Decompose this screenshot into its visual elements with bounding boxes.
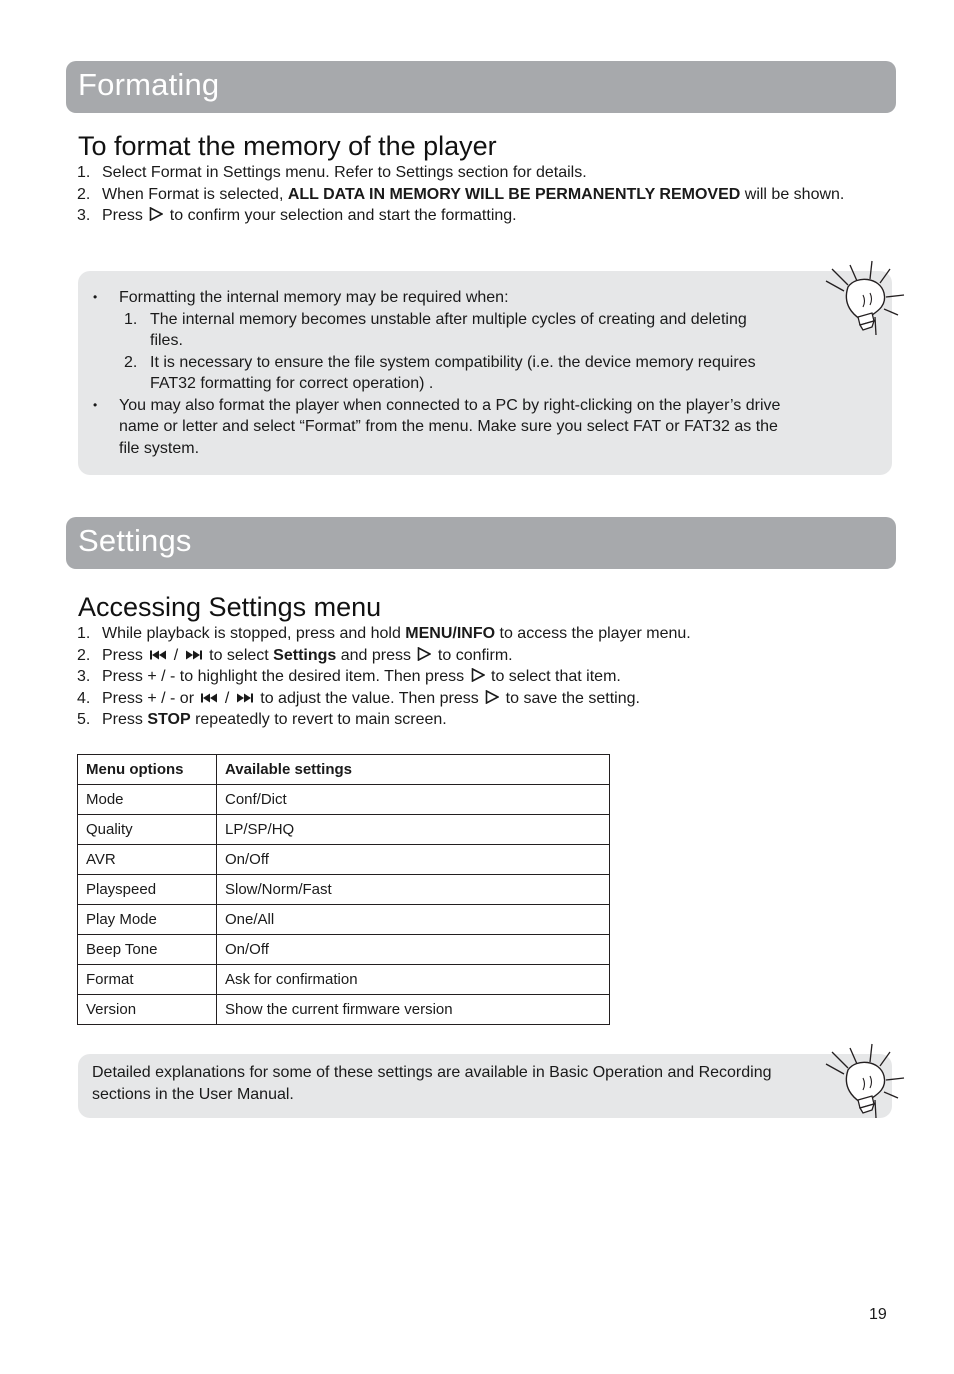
table-cell-setting: Slow/Norm/Fast: [217, 875, 610, 905]
play-icon: [149, 207, 163, 221]
table-row: [78, 995, 610, 1025]
tip-sub-item-1: 1. The internal memory becomes unstable after multiple cycles of creating and deleting files.: [124, 310, 747, 349]
table-header-available-settings: Available settings: [217, 755, 610, 785]
table-cell-option: Mode: [78, 785, 217, 815]
formatting-title: Formating: [78, 67, 220, 102]
formatting-step-1: 1. Select Format in Settings menu. Refer to Settings section for details.: [77, 164, 587, 181]
table-cell-option: Beep Tone: [78, 935, 217, 965]
skip-forward-icon: [236, 693, 254, 703]
skip-back-icon: [200, 693, 218, 703]
settings-step-1: 1. While playback is stopped, press and hold MENU/INFO to access the player menu.: [77, 625, 691, 642]
play-icon: [417, 647, 431, 661]
tip-sub-item-2: 2. It is necessary to ensure the file system compatibility (i.e. the device memory requires FAT32 formatting for correct operation) .: [124, 353, 756, 392]
play-icon: [485, 690, 499, 704]
tip-bullet-1: • Formatting the internal memory may be required when:: [93, 289, 509, 306]
formatting-banner: [66, 61, 896, 113]
table-cell-setting: One/All: [217, 905, 610, 935]
formatting-step-3: 3. Press to confirm your selection and start the formatting.: [77, 207, 517, 224]
table-row: [78, 935, 610, 965]
table-header-menu-options: Menu options: [78, 755, 217, 785]
table-row: [78, 905, 610, 935]
formatting-subheading: To format the memory of the player: [78, 131, 497, 161]
table-row: [78, 965, 610, 995]
table-cell-option: Format: [78, 965, 217, 995]
table-row: [78, 815, 610, 845]
table-cell-setting: Ask for confirmation: [217, 965, 610, 995]
settings-step-3: 3. Press + / - to highlight the desired item. Then press to select that item.: [77, 668, 621, 685]
table-cell-option: Playspeed: [78, 875, 217, 905]
formatting-steps: [77, 162, 844, 227]
table-row: [78, 785, 610, 815]
settings-step-2: 2. Press / to select Settings and press to confirm.: [77, 646, 513, 664]
settings-subheading: Accessing Settings menu: [78, 592, 382, 622]
table-cell-setting: On/Off: [217, 935, 610, 965]
settings-step-5: 5. Press STOP repeatedly to revert to main screen.: [77, 711, 447, 728]
lightbulb-tip-icon: [820, 257, 906, 343]
table-row: [78, 875, 610, 905]
table-cell-option: Quality: [78, 815, 217, 845]
table-cell-option: Version: [78, 995, 217, 1025]
table-cell-setting: Conf/Dict: [217, 785, 610, 815]
skip-back-icon: [149, 650, 167, 660]
settings-table: [77, 754, 610, 1025]
settings-steps: [77, 623, 691, 731]
formatting-step-2: 2. When Format is selected, ALL DATA IN MEMORY WILL BE PERMANENTLY REMOVED will be shown.: [77, 185, 845, 203]
table-cell-option: AVR: [78, 845, 217, 875]
table-cell-setting: On/Off: [217, 845, 610, 875]
page-number: 19: [869, 1306, 887, 1323]
settings-banner: [66, 517, 896, 569]
table-cell-setting: LP/SP/HQ: [217, 815, 610, 845]
settings-step-4: 4. Press + / - or / to adjust the value. Then press to save the setting.: [77, 689, 640, 707]
skip-forward-icon: [185, 650, 203, 660]
table-row: [78, 845, 610, 875]
table-cell-setting: Show the current firmware version: [217, 995, 610, 1025]
table-cell-option: Play Mode: [78, 905, 217, 935]
formatting-tip-box: [78, 271, 892, 475]
settings-tip-line-1: Detailed explanations for some of these settings are available in Basic Operation and Recording: [92, 1064, 772, 1081]
settings-title: Settings: [78, 523, 192, 558]
settings-tip-line-2: sections in the User Manual.: [92, 1085, 294, 1103]
settings-tip-box: [78, 1054, 892, 1118]
tip-bullet-2: • You may also format the player when connected to a PC by right-clicking on the player’s drive name or letter and select “Format” from the menu. Make sure you select FAT or FAT32 as the file system.: [93, 396, 781, 457]
table-header-row: [78, 755, 610, 785]
play-icon: [471, 668, 485, 682]
lightbulb-tip-icon: [820, 1040, 906, 1126]
